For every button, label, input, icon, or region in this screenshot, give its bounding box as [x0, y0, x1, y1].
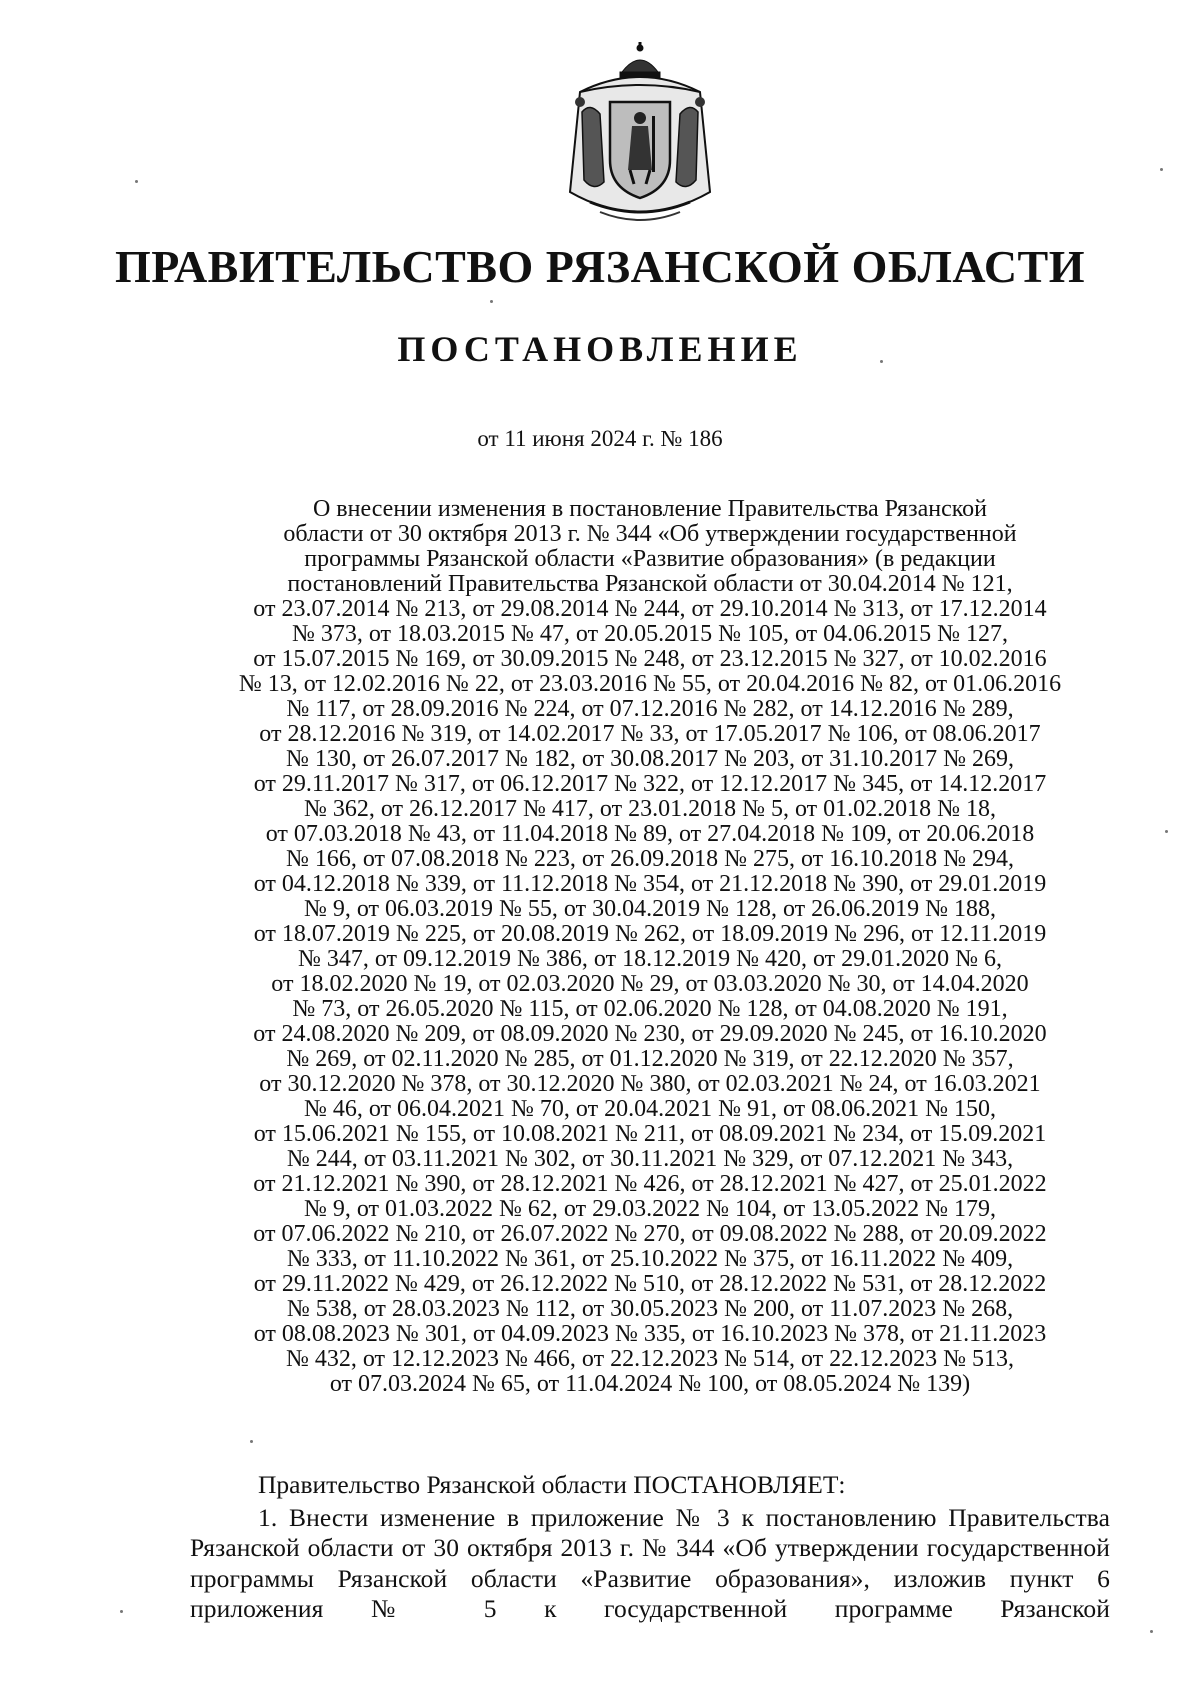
subject-line: № 373, от 18.03.2015 № 47, от 20.05.2015 № 105, от 04.06.2015 № 127, [291, 621, 1009, 647]
subject-line: № 9, от 06.03.2019 № 55, от 30.04.2019 № 128, от 26.06.2019 № 188, [303, 896, 997, 922]
subject-line: от 07.03.2018 № 43, от 11.04.2018 № 89, от 27.04.2018 № 109, от 20.06.2018 [265, 821, 1035, 847]
subject-line: от 29.11.2022 № 429, от 26.12.2022 № 510, от 28.12.2022 № 531, от 28.12.2022 [253, 1271, 1047, 1297]
scan-speck [120, 1610, 123, 1613]
scan-speck [490, 300, 493, 303]
subject-line: О внесении изменения в постановление Правительства Рязанской [312, 496, 988, 522]
scan-speck [250, 1440, 253, 1443]
subject-line: от 15.06.2021 № 155, от 10.08.2021 № 211, от 08.09.2021 № 234, от 15.09.2021 [253, 1121, 1047, 1147]
subject-line: № 13, от 12.02.2016 № 22, от 23.03.2016 № 55, от 20.04.2016 № 82, от 01.06.2016 [238, 671, 1062, 697]
subject-line: № 9, от 01.03.2022 № 62, от 29.03.2022 № 104, от 13.05.2022 № 179, [303, 1196, 997, 1222]
subject-line: от 24.08.2020 № 209, от 08.09.2020 № 230, от 29.09.2020 № 245, от 16.10.2020 [253, 1021, 1047, 1047]
subject-line: от 08.08.2023 № 301, от 04.09.2023 № 335, от 16.10.2023 № 378, от 21.11.2023 [253, 1321, 1047, 1347]
ryazan-coat-of-arms-icon [560, 42, 720, 230]
subject-line: от 18.07.2019 № 225, от 20.08.2019 № 262, от 18.09.2019 № 296, от 12.11.2019 [253, 921, 1047, 947]
subject-line: от 18.02.2020 № 19, от 02.03.2020 № 29, от 03.03.2020 № 30, от 14.04.2020 [271, 971, 1029, 997]
scan-speck [135, 180, 138, 183]
subject-line: от 28.12.2016 № 319, от 14.02.2017 № 33, от 17.05.2017 № 106, от 08.06.2017 [259, 721, 1041, 747]
decree-intro: Правительство Рязанской области ПОСТАНОВЛЯЕТ: [258, 1470, 846, 1499]
government-title: ПРАВИТЕЛЬСТВО РЯЗАНСКОЙ ОБЛАСТИ [114, 241, 1086, 292]
subject-line: № 432, от 12.12.2023 № 466, от 22.12.2023 № 514, от 22.12.2023 № 513, [285, 1346, 1015, 1372]
subject-line: постановлений Правительства Рязанской области от 30.04.2014 № 121, [287, 571, 1013, 597]
subject-line: № 130, от 26.07.2017 № 182, от 30.08.2017 № 203, от 31.10.2017 № 269, [285, 746, 1015, 772]
subject-line: от 30.12.2020 № 378, от 30.12.2020 № 380, от 02.03.2021 № 24, от 16.03.2021 [259, 1071, 1041, 1097]
subject-line: от 04.12.2018 № 339, от 11.12.2018 № 354, от 21.12.2018 № 390, от 29.01.2019 [253, 871, 1047, 897]
subject-line: программы Рязанской области «Развитие образования» (в редакции [304, 546, 996, 572]
decree-item-1: 1. Внести изменение в приложение № 3 к постановлению Правительства Рязанской области от 30 октября 2013 г. № 344 «Об утверждении государственной программы Рязанской области «Развитие образования», изложив пункт 6 приложения № 5 к государственной программе Рязанской [190, 1502, 1110, 1623]
subject-line: от 21.12.2021 № 390, от 28.12.2021 № 426, от 28.12.2021 № 427, от 25.01.2022 [253, 1171, 1047, 1197]
scan-speck [1165, 830, 1168, 833]
scan-speck [880, 360, 883, 363]
subject-line: № 538, от 28.03.2023 № 112, от 30.05.2023 № 200, от 11.07.2023 № 268, [286, 1296, 1014, 1322]
document-date-number: от 11 июня 2024 г. № 186 [477, 426, 723, 451]
subject-line: от 29.11.2017 № 317, от 06.12.2017 № 322, от 12.12.2017 № 345, от 14.12.2017 [253, 771, 1047, 797]
scan-speck [1160, 168, 1163, 171]
scan-speck [1150, 1630, 1153, 1633]
subject-line: № 244, от 03.11.2021 № 302, от 30.11.2021 № 329, от 07.12.2021 № 343, [286, 1146, 1014, 1172]
document-subject [190, 497, 1110, 1397]
subject-line: № 269, от 02.11.2020 № 285, от 01.12.2020 № 319, от 22.12.2020 № 357, [286, 1046, 1014, 1072]
subject-line: № 117, от 28.09.2016 № 224, от 07.12.2016 № 282, от 14.12.2016 № 289, [286, 696, 1014, 722]
document-type-heading: ПОСТАНОВЛЕНИЕ [397, 329, 803, 369]
subject-line: № 73, от 26.05.2020 № 115, от 02.06.2020 № 128, от 04.08.2020 № 191, [292, 996, 1008, 1022]
subject-line: от 15.07.2015 № 169, от 30.09.2015 № 248, от 23.12.2015 № 327, от 10.02.2016 [253, 646, 1047, 672]
subject-line: № 362, от 26.12.2017 № 417, от 23.01.2018 № 5, от 01.02.2018 № 18, [303, 796, 997, 822]
decree-body [190, 1470, 1110, 1625]
subject-line: № 46, от 06.04.2021 № 70, от 20.04.2021 № 91, от 08.06.2021 № 150, [303, 1096, 997, 1122]
subject-line: № 347, от 09.12.2019 № 386, от 18.12.2019 № 420, от 29.01.2020 № 6, [297, 946, 1003, 972]
subject-line: области от 30 октября 2013 г. № 344 «Об утверждении государственной [283, 521, 1017, 547]
subject-line: № 333, от 11.10.2022 № 361, от 25.10.2022 № 375, от 16.11.2022 № 409, [286, 1246, 1014, 1272]
subject-line: от 07.03.2024 № 65, от 11.04.2024 № 100, от 08.05.2024 № 139) [329, 1371, 971, 1397]
subject-line: от 07.06.2022 № 210, от 26.07.2022 № 270, от 09.08.2022 № 288, от 20.09.2022 [253, 1221, 1047, 1247]
subject-line: № 166, от 07.08.2018 № 223, от 26.09.2018 № 275, от 16.10.2018 № 294, [285, 846, 1015, 872]
subject-line: от 23.07.2014 № 213, от 29.08.2014 № 244, от 29.10.2014 № 313, от 17.12.2014 [253, 596, 1047, 622]
